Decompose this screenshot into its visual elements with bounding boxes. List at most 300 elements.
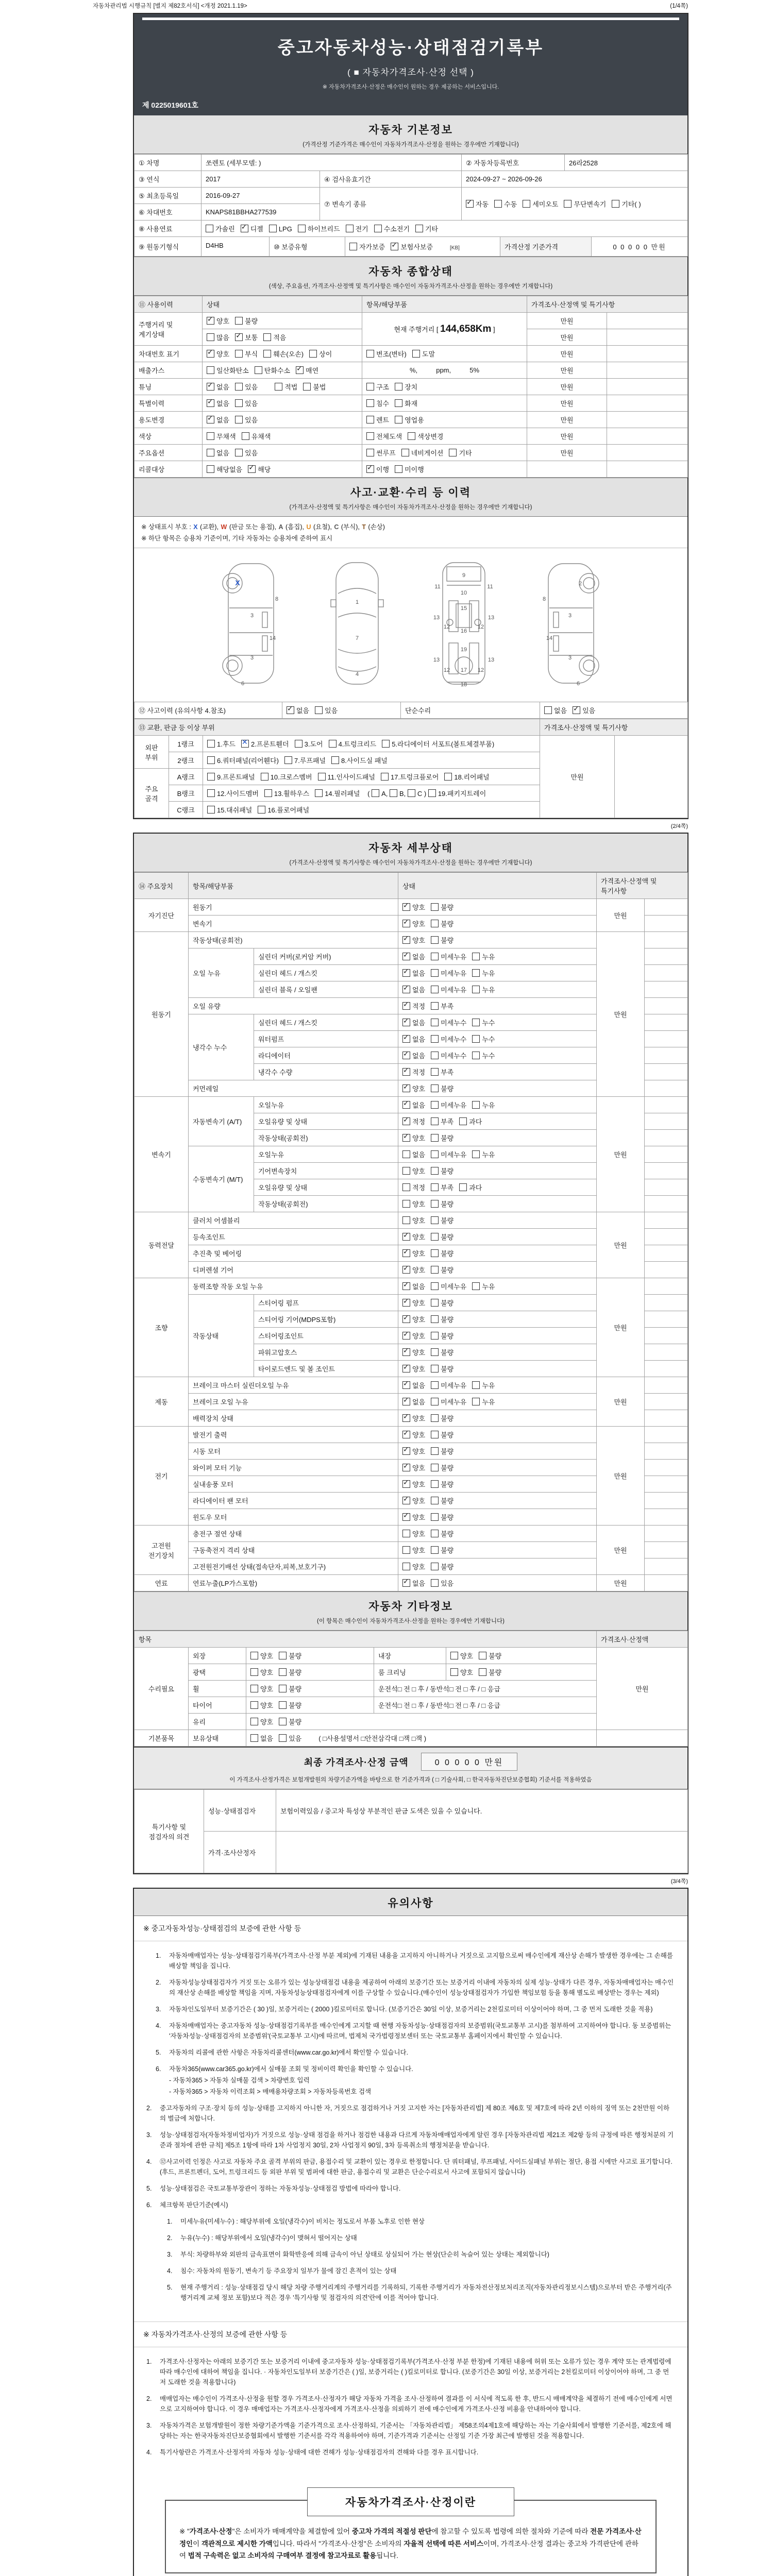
checkbox-unchecked[interactable]	[402, 1200, 410, 1208]
option-없음[interactable]	[287, 704, 310, 715]
option-상이[interactable]	[309, 350, 332, 358]
checkbox-checked[interactable]	[402, 1002, 410, 1010]
checkbox-checked[interactable]	[402, 953, 410, 960]
checkbox-checked[interactable]	[402, 1480, 410, 1488]
checkbox-unchecked[interactable]	[431, 1101, 439, 1109]
panel-item-14[interactable]	[315, 790, 360, 798]
option-양호[interactable]	[402, 1346, 426, 1357]
checkbox-unchecked[interactable]	[431, 1299, 439, 1307]
checkbox-unchecked[interactable]	[279, 1652, 287, 1659]
checkbox-unchecked[interactable]	[298, 225, 306, 232]
checkbox-checked[interactable]	[402, 1282, 410, 1290]
option-있음[interactable]	[279, 1735, 301, 1742]
checkbox-unchecked[interactable]	[303, 383, 311, 391]
checkbox-checked[interactable]	[402, 1016, 410, 1026]
checkbox-unchecked[interactable]	[431, 1530, 439, 1537]
checkbox-checked[interactable]	[402, 1332, 410, 1340]
option-불량[interactable]	[431, 1431, 453, 1439]
checkbox-unchecked[interactable]	[494, 200, 502, 208]
checkbox-unchecked[interactable]	[431, 1414, 439, 1422]
option-미세누유[interactable]	[431, 953, 466, 961]
option-누수[interactable]	[472, 1036, 495, 1043]
panel-item-4[interactable]	[329, 740, 377, 748]
option-양호[interactable]	[402, 1445, 426, 1455]
option-매연[interactable]	[296, 364, 319, 375]
checkbox-unchecked[interactable]	[431, 1464, 439, 1471]
checkbox-unchecked[interactable]	[431, 1332, 439, 1340]
option-세미오토[interactable]	[523, 200, 558, 208]
option-양호[interactable]	[402, 901, 426, 911]
option-전기[interactable]	[346, 225, 368, 233]
checkbox-unchecked[interactable]	[250, 1685, 258, 1692]
option-과다[interactable]	[459, 1118, 482, 1126]
checkbox-unchecked[interactable]	[408, 789, 415, 797]
checkbox-unchecked[interactable]	[309, 350, 317, 358]
checkbox-checked[interactable]	[402, 1068, 410, 1076]
checkbox-unchecked[interactable]	[235, 383, 243, 391]
option-불량[interactable]	[431, 920, 453, 928]
option-없음[interactable]	[207, 383, 229, 391]
option-불량[interactable]	[279, 1669, 301, 1676]
option-불량[interactable]	[431, 1332, 453, 1340]
checkbox-checked[interactable]	[402, 1233, 410, 1241]
checkbox-unchecked[interactable]	[408, 432, 415, 440]
checkbox-unchecked[interactable]	[431, 1497, 439, 1504]
checkbox-unchecked[interactable]	[472, 1381, 480, 1389]
option-보통[interactable]	[235, 331, 258, 342]
checkbox-checked[interactable]	[207, 350, 214, 358]
option-가솔린[interactable]	[206, 225, 235, 233]
option-불량[interactable]	[431, 1085, 453, 1093]
option-양호[interactable]	[402, 1365, 425, 1373]
checkbox-checked[interactable]	[402, 986, 410, 993]
checkbox-unchecked[interactable]	[479, 1652, 486, 1659]
checkbox-checked[interactable]	[296, 366, 304, 374]
panel-item-6[interactable]	[207, 757, 279, 765]
option-없음[interactable]	[402, 1379, 426, 1389]
option-불량[interactable]	[431, 1266, 453, 1274]
checkbox-unchecked[interactable]	[284, 756, 292, 764]
option-없음[interactable]	[207, 416, 229, 424]
checkbox-unchecked[interactable]	[346, 225, 354, 232]
checkbox-unchecked[interactable]	[295, 740, 303, 748]
option-양호[interactable]	[402, 1247, 426, 1258]
checkbox-unchecked[interactable]	[242, 432, 249, 440]
option-기타( )[interactable]	[612, 200, 641, 208]
option-적정[interactable]	[402, 1184, 425, 1192]
checkbox-checked[interactable]	[241, 225, 248, 232]
option-불량[interactable]	[431, 1415, 453, 1422]
checkbox-checked[interactable]	[207, 383, 214, 391]
checkbox-unchecked[interactable]	[431, 1563, 439, 1570]
checkbox-unchecked[interactable]	[207, 789, 215, 797]
checkbox-unchecked[interactable]	[235, 399, 243, 407]
option-누유[interactable]	[472, 1283, 495, 1291]
checkbox-unchecked[interactable]	[235, 350, 243, 358]
checkbox-unchecked[interactable]	[402, 1563, 410, 1570]
checkbox-checked[interactable]	[402, 1249, 410, 1257]
option-불량[interactable]	[279, 1652, 301, 1660]
checkbox-unchecked[interactable]	[207, 773, 215, 781]
checkbox-unchecked[interactable]	[431, 1365, 439, 1372]
checkbox-unchecked[interactable]	[206, 225, 213, 232]
checkbox-unchecked[interactable]	[472, 1101, 480, 1109]
checkbox-unchecked[interactable]	[431, 1216, 439, 1224]
checkbox-checked[interactable]	[207, 317, 214, 325]
checkbox-unchecked[interactable]	[366, 432, 374, 440]
option-양호[interactable]	[402, 1299, 425, 1307]
option-디젤[interactable]	[241, 225, 263, 233]
checkbox-unchecked[interactable]	[402, 1183, 410, 1191]
option-양호[interactable]	[250, 1669, 273, 1676]
option-양호[interactable]	[402, 1233, 425, 1241]
option-기타[interactable]	[449, 449, 472, 457]
option-불량[interactable]	[431, 1514, 453, 1521]
checkbox-unchecked[interactable]	[472, 1035, 480, 1043]
checkbox-unchecked[interactable]	[390, 789, 397, 797]
checkbox-unchecked[interactable]	[472, 1282, 480, 1290]
option-적정[interactable]	[402, 1115, 426, 1126]
checkbox-unchecked[interactable]	[263, 350, 271, 358]
option-미세누유[interactable]	[431, 986, 466, 994]
option-없음[interactable]	[402, 1151, 425, 1159]
checkbox-unchecked[interactable]	[402, 1167, 410, 1175]
checkbox-unchecked[interactable]	[431, 1431, 439, 1438]
checkbox-unchecked[interactable]	[431, 1480, 439, 1488]
option-불량[interactable]	[431, 1365, 453, 1373]
option-불량[interactable]	[431, 1448, 453, 1455]
option-불량[interactable]	[431, 1464, 453, 1472]
checkbox-unchecked[interactable]	[279, 1701, 287, 1709]
option-누유[interactable]	[472, 953, 495, 961]
option-있음[interactable]	[235, 400, 258, 408]
option-있음[interactable]	[431, 1580, 453, 1587]
option-양호[interactable]	[250, 1685, 273, 1693]
checkbox-unchecked[interactable]	[431, 953, 439, 960]
checkbox-unchecked[interactable]	[402, 1216, 410, 1224]
option-부족[interactable]	[431, 1184, 453, 1192]
option-있음[interactable]	[573, 704, 596, 715]
checkbox-unchecked[interactable]	[374, 225, 382, 232]
checkbox-unchecked[interactable]	[250, 1701, 258, 1709]
option-부족[interactable]	[431, 1118, 453, 1126]
option-보험사보증[interactable]	[391, 243, 433, 251]
checkbox-unchecked[interactable]	[472, 969, 480, 977]
option-없음[interactable]	[402, 1101, 425, 1109]
checkbox-unchecked[interactable]	[269, 225, 277, 232]
option-양호[interactable]	[402, 1547, 425, 1554]
checkbox-unchecked[interactable]	[412, 350, 420, 358]
option-전체도색[interactable]	[366, 433, 402, 440]
checkbox-unchecked[interactable]	[612, 200, 619, 208]
option-없음[interactable]	[402, 1033, 426, 1043]
checkbox-unchecked[interactable]	[431, 1167, 439, 1175]
checkbox-unchecked[interactable]	[431, 1348, 439, 1356]
option-있음[interactable]	[235, 449, 258, 457]
checkbox-checked[interactable]	[402, 1049, 410, 1059]
checkbox-unchecked[interactable]	[415, 225, 423, 232]
checkbox-unchecked[interactable]	[431, 1447, 439, 1455]
option-수동[interactable]	[494, 200, 517, 208]
panel-item-17[interactable]	[381, 773, 439, 781]
checkbox-unchecked[interactable]	[207, 366, 214, 374]
option-적음[interactable]	[263, 334, 286, 342]
option-없음[interactable]	[402, 1577, 426, 1587]
checkbox-checked[interactable]	[402, 1414, 410, 1422]
checkbox-unchecked[interactable]	[450, 1652, 458, 1659]
panel-item-10[interactable]	[261, 773, 312, 781]
checkbox-unchecked[interactable]	[431, 986, 439, 993]
checkbox-unchecked[interactable]	[366, 399, 374, 407]
option-양호[interactable]	[207, 317, 229, 325]
checkbox-unchecked[interactable]	[544, 706, 552, 714]
option-불량[interactable]	[479, 1652, 501, 1660]
checkbox-unchecked[interactable]	[315, 789, 323, 797]
checkbox-unchecked[interactable]	[431, 1183, 439, 1191]
checkbox-unchecked[interactable]	[472, 1150, 480, 1158]
checkbox-unchecked[interactable]	[250, 1734, 258, 1742]
checkbox-checked[interactable]	[402, 1381, 410, 1389]
checkbox-checked[interactable]	[402, 1117, 410, 1125]
option-적법[interactable]	[275, 383, 297, 391]
checkbox-unchecked[interactable]	[395, 416, 402, 423]
checkbox-unchecked[interactable]	[431, 903, 439, 911]
option-양호[interactable]	[402, 1134, 425, 1142]
option-있음[interactable]	[235, 383, 258, 391]
checkbox-unchecked[interactable]	[250, 1718, 258, 1725]
checkbox-unchecked[interactable]	[431, 1084, 439, 1092]
option-있음[interactable]	[315, 707, 338, 715]
checkbox-unchecked[interactable]	[428, 789, 436, 797]
checkbox-unchecked[interactable]	[366, 350, 374, 358]
option-부족[interactable]	[431, 1003, 453, 1010]
panel-item-11[interactable]	[318, 773, 375, 781]
checkbox-unchecked[interactable]	[207, 806, 215, 814]
checkbox-checked[interactable]	[241, 740, 249, 748]
option-양호[interactable]	[450, 1669, 473, 1676]
panel-item-19[interactable]	[428, 790, 486, 798]
option-네비게이션[interactable]	[401, 449, 444, 457]
option-양호[interactable]	[250, 1652, 273, 1660]
checkbox-unchecked[interactable]	[431, 1019, 439, 1026]
checkbox-unchecked[interactable]	[235, 449, 243, 456]
option-양호[interactable]	[402, 1511, 426, 1521]
option-불량[interactable]	[279, 1718, 301, 1726]
option-양호[interactable]	[402, 1412, 426, 1422]
checkbox-unchecked[interactable]	[275, 383, 282, 391]
checkbox-unchecked[interactable]	[431, 1381, 439, 1389]
checkbox-unchecked[interactable]	[431, 1150, 439, 1158]
option-해당없음[interactable]	[207, 466, 242, 473]
option-미세누유[interactable]	[431, 1101, 466, 1109]
option-일산화탄소[interactable]	[207, 367, 249, 375]
option-불량[interactable]	[279, 1702, 301, 1709]
option-누유[interactable]	[472, 1398, 495, 1406]
option-양호[interactable]	[402, 1464, 425, 1472]
checkbox-unchecked[interactable]	[279, 1718, 287, 1725]
option-불량[interactable]	[431, 1563, 453, 1571]
option-없음[interactable]	[207, 449, 229, 457]
option-없음[interactable]	[207, 397, 230, 408]
checkbox-unchecked[interactable]	[431, 1068, 439, 1076]
option-불량[interactable]	[431, 1497, 453, 1505]
checkbox-unchecked[interactable]	[431, 1546, 439, 1554]
checkbox-checked[interactable]	[402, 1266, 410, 1274]
option-렌트[interactable]	[366, 416, 389, 424]
option-불량[interactable]	[431, 1250, 453, 1258]
checkbox-checked[interactable]	[402, 1035, 410, 1043]
option-불량[interactable]	[431, 904, 453, 911]
option-미세누유[interactable]	[431, 970, 466, 977]
panel-item-1[interactable]	[207, 740, 236, 748]
checkbox-unchecked[interactable]	[372, 789, 379, 797]
checkbox-unchecked[interactable]	[459, 1117, 467, 1125]
option-해당[interactable]	[248, 463, 271, 473]
panel-item-13[interactable]	[264, 790, 309, 798]
option-없음[interactable]	[402, 967, 426, 977]
panel-item-2[interactable]	[241, 740, 289, 748]
checkbox-unchecked[interactable]	[207, 740, 215, 748]
checkbox-unchecked[interactable]	[431, 1282, 439, 1290]
option-누수[interactable]	[472, 1052, 495, 1060]
checkbox-unchecked[interactable]	[431, 1117, 439, 1125]
option-미세누수[interactable]	[431, 1036, 466, 1043]
option-영업용[interactable]	[395, 416, 424, 424]
panel-item-15[interactable]	[207, 806, 252, 814]
option-불량[interactable]	[431, 1316, 453, 1324]
panel-item-8[interactable]	[331, 757, 388, 765]
checkbox-unchecked[interactable]	[472, 1019, 480, 1026]
option-양호[interactable]	[402, 1217, 425, 1225]
checkbox-unchecked[interactable]	[366, 449, 374, 456]
checkbox-checked[interactable]	[573, 706, 580, 714]
option-누유[interactable]	[472, 970, 495, 977]
option-불량[interactable]	[431, 1200, 453, 1208]
checkbox-unchecked[interactable]	[264, 789, 272, 797]
checkbox-checked[interactable]	[402, 1447, 410, 1455]
checkbox-unchecked[interactable]	[207, 449, 214, 456]
checkbox-unchecked[interactable]	[479, 1668, 486, 1676]
option-불량[interactable]	[279, 1685, 301, 1693]
option-양호[interactable]	[402, 934, 426, 944]
option-누유[interactable]	[472, 1101, 495, 1109]
checkbox-unchecked[interactable]	[331, 756, 339, 764]
panel-item-18[interactable]	[444, 773, 489, 781]
option-색상변경[interactable]	[408, 433, 443, 440]
option-양호[interactable]	[402, 1313, 426, 1324]
option-양호[interactable]	[250, 1702, 273, 1709]
checkbox-unchecked[interactable]	[431, 1002, 439, 1010]
checkbox-unchecked[interactable]	[431, 1513, 439, 1521]
checkbox-unchecked[interactable]	[431, 1200, 439, 1208]
option-양호[interactable]	[402, 1478, 426, 1488]
option-없음[interactable]	[402, 986, 425, 994]
option-화재[interactable]	[395, 400, 417, 408]
option-수소전기[interactable]	[374, 225, 410, 233]
checkbox-unchecked[interactable]	[523, 200, 530, 208]
panel-item-9[interactable]	[207, 773, 255, 781]
option-양호[interactable]	[402, 1167, 425, 1175]
option-부족[interactable]	[431, 1069, 453, 1076]
option-없음[interactable]	[402, 1016, 426, 1027]
checkbox-checked[interactable]	[402, 1084, 410, 1092]
option-있음[interactable]	[235, 416, 258, 424]
checkbox-unchecked[interactable]	[431, 1579, 439, 1587]
checkbox-checked[interactable]	[402, 1513, 410, 1521]
option-불량[interactable]	[431, 1299, 453, 1307]
option-도말[interactable]	[412, 350, 435, 358]
checkbox-unchecked[interactable]	[450, 1668, 458, 1676]
option-훼손(오손)[interactable]	[263, 350, 304, 358]
option-부식[interactable]	[235, 350, 258, 358]
option-미세누수[interactable]	[431, 1052, 466, 1060]
checkbox-checked[interactable]	[402, 1315, 410, 1323]
option-구조[interactable]	[366, 383, 389, 391]
checkbox-checked[interactable]	[402, 1464, 410, 1471]
option-없음[interactable]	[402, 1280, 426, 1291]
option-양호[interactable]	[402, 1332, 425, 1340]
checkbox-unchecked[interactable]	[431, 1266, 439, 1274]
checkbox-unchecked[interactable]	[472, 953, 480, 960]
checkbox-unchecked[interactable]	[250, 1668, 258, 1676]
checkbox-unchecked[interactable]	[431, 920, 439, 927]
option-불법[interactable]	[303, 383, 326, 391]
checkbox-unchecked[interactable]	[431, 1233, 439, 1241]
checkbox-checked[interactable]	[402, 1101, 410, 1109]
panel-item-16[interactable]	[258, 806, 309, 814]
option-변조(변타)[interactable]	[366, 350, 407, 358]
option-양호[interactable]	[402, 1431, 425, 1439]
option-불량[interactable]	[431, 1530, 453, 1538]
option-없음[interactable]	[402, 1398, 425, 1406]
checkbox-checked[interactable]	[207, 416, 214, 423]
checkbox-unchecked[interactable]	[431, 1315, 439, 1323]
checkbox-checked[interactable]	[207, 399, 214, 407]
checkbox-unchecked[interactable]	[315, 706, 323, 714]
option-많음[interactable]	[207, 334, 229, 342]
checkbox-unchecked[interactable]	[431, 969, 439, 977]
option-양호[interactable]	[450, 1652, 473, 1660]
checkbox-unchecked[interactable]	[279, 1685, 287, 1692]
option-양호[interactable]	[402, 1497, 425, 1505]
checkbox-unchecked[interactable]	[381, 773, 389, 781]
checkbox-unchecked[interactable]	[207, 432, 214, 440]
option-적정[interactable]	[402, 1066, 426, 1076]
checkbox-unchecked[interactable]	[235, 416, 243, 423]
option-양호[interactable]	[402, 1530, 425, 1538]
checkbox-unchecked[interactable]	[472, 986, 480, 993]
checkbox-checked[interactable]	[402, 1431, 410, 1438]
panel-item-3[interactable]	[295, 740, 323, 748]
option-없음[interactable]	[402, 1049, 426, 1060]
panel-item-7[interactable]	[284, 757, 326, 765]
option-하이브리드[interactable]	[298, 225, 340, 233]
option-양호[interactable]	[250, 1718, 273, 1726]
checkbox-unchecked[interactable]	[279, 1668, 287, 1676]
checkbox-checked[interactable]	[402, 1365, 410, 1372]
option-침수[interactable]	[366, 400, 389, 408]
checkbox-unchecked[interactable]	[402, 1150, 410, 1158]
option-미세누유[interactable]	[431, 1283, 466, 1291]
option-불량[interactable]	[431, 1134, 453, 1142]
checkbox-checked[interactable]	[466, 200, 474, 208]
option-미이행[interactable]	[395, 466, 424, 473]
option-불량[interactable]	[431, 1217, 453, 1225]
checkbox-unchecked[interactable]	[431, 1398, 439, 1405]
checkbox-unchecked[interactable]	[402, 1546, 410, 1554]
option-양호[interactable]	[402, 1266, 425, 1274]
checkbox-unchecked[interactable]	[564, 200, 572, 208]
